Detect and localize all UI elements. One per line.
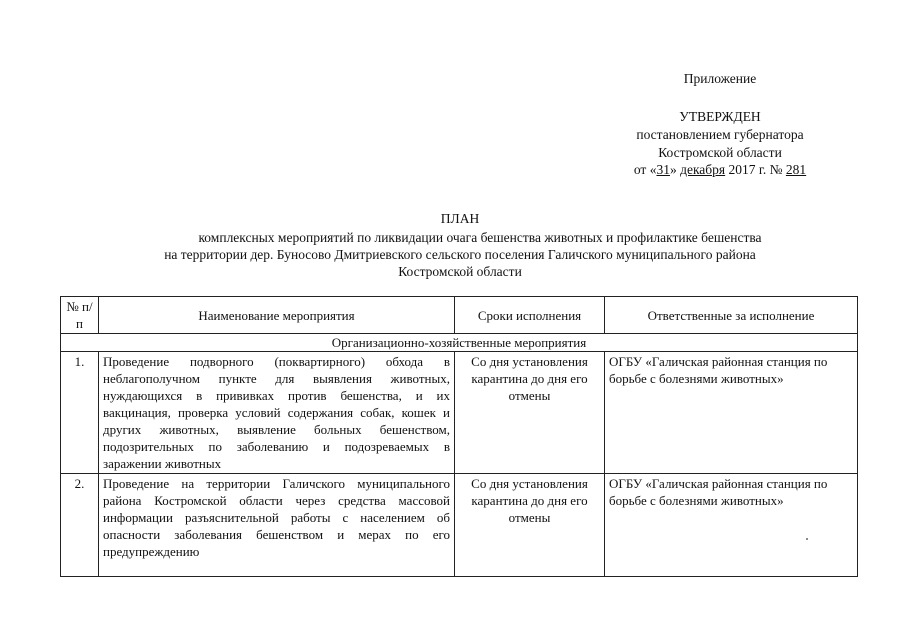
measure-responsible: ОГБУ «Галичская районная станция по борьбе с болезнями животных»	[605, 352, 858, 474]
measure-name: Проведение подворного (поквартирного) обхода в неблагополучном пункте для выявления животных, нуждающихся в прививках против бешенства, и их вакцинация, проверка условий содержания собак, кошек и других животных, выявление больных бешенством, подозрительных по заболеванию и подозреваемых в заражении животных	[99, 352, 455, 474]
column-header-name: Наименование мероприятия	[99, 297, 455, 334]
measure-responsible: ОГБУ «Галичская районная станция по борьбе с болезнями животных»	[605, 474, 858, 577]
date-day: 31	[656, 162, 670, 177]
appendix-label: Приложение	[683, 71, 757, 86]
approved-by-line: постановлением губернатора	[636, 127, 804, 142]
section-row	[61, 334, 858, 352]
plan-title: ПЛАН	[440, 211, 480, 226]
plan-subtitle-line-2: на территории дер. Буносово Дмитриевского сельского поселения Галичского муниципального района	[164, 247, 756, 262]
date-prefix: от «	[633, 162, 657, 177]
scan-speck	[806, 538, 808, 540]
table-row	[61, 474, 858, 577]
measures-table	[60, 296, 858, 577]
approved-region-line: Костромской области	[658, 145, 782, 160]
approval-date-line	[560, 161, 880, 179]
measure-terms: Со дня установления карантина до дня его отмены	[455, 474, 605, 577]
date-year: 2017 г. №	[725, 162, 786, 177]
column-header-terms: Сроки исполнения	[455, 297, 605, 334]
plan-subtitle-line-1: комплексных мероприятий по ликвидации очага бешенства животных и профилактике бешенства	[198, 230, 762, 245]
row-number: 1.	[61, 352, 99, 474]
decree-number: 281	[785, 162, 807, 177]
measure-name: Проведение на территории Галичского муниципального района Костромской области через средства массовой информации разъяснительной работы с населением об опасности заболевания бешенством и мерах по его предупреждению	[99, 474, 455, 577]
table-header-row	[61, 297, 858, 334]
plan-subtitle-line-3: Костромской области	[398, 264, 522, 279]
date-month: декабря	[680, 162, 726, 177]
row-number: 2.	[61, 474, 99, 577]
column-header-number: № п/п	[61, 297, 99, 334]
measure-terms: Со дня установления карантина до дня его отмены	[455, 352, 605, 474]
column-header-responsible: Ответственные за исполнение	[605, 297, 858, 334]
section-title: Организационно-хозяйственные мероприятия	[61, 334, 858, 352]
date-mid: »	[669, 162, 681, 177]
table-row	[61, 352, 858, 474]
approved-heading: УТВЕРЖДЕН	[679, 109, 761, 124]
